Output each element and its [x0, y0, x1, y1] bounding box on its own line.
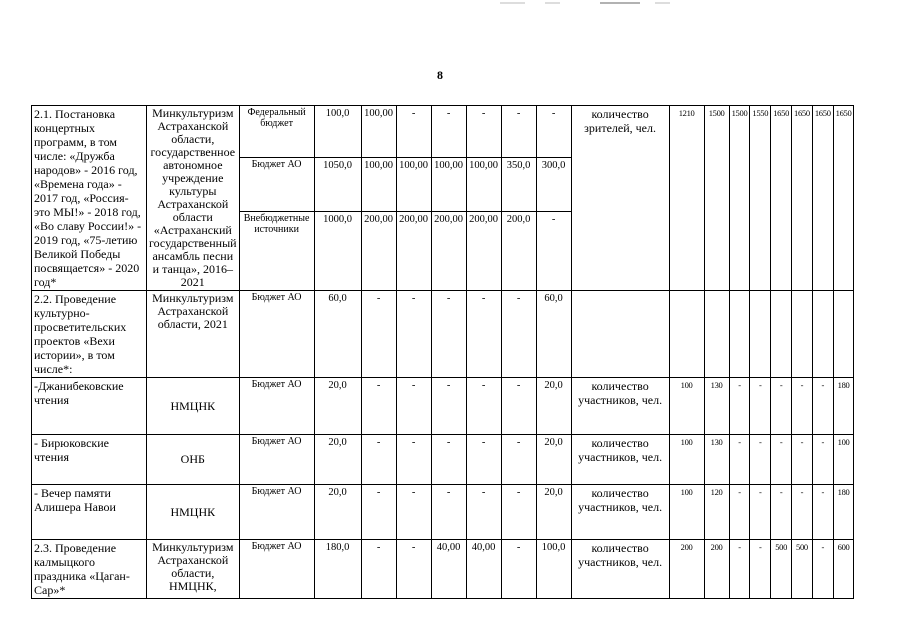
funding-year-cell: - — [466, 435, 501, 485]
funding-year-cell: 100,00 — [361, 106, 396, 158]
funding-year-cell: - — [361, 378, 396, 435]
target-value-cell: 100 — [669, 485, 704, 540]
funding-year-cell: 60,0 — [536, 291, 571, 378]
funding-year-cell: 300,0 — [536, 158, 571, 211]
target-value-cell — [704, 291, 729, 378]
funding-year-cell: 20,0 — [536, 435, 571, 485]
target-value-cell: - — [792, 485, 813, 540]
funding-year-cell: - — [501, 378, 536, 435]
executor-cell: НМЦНК — [147, 378, 240, 435]
target-value-cell: - — [729, 378, 750, 435]
target-value-cell: 1550 — [750, 106, 771, 291]
funding-year-cell: - — [431, 291, 466, 378]
funding-year-cell: - — [431, 485, 466, 540]
page-number: 8 — [437, 68, 443, 82]
funding-year-cell: - — [501, 485, 536, 540]
executor-cell: НМЦНК — [147, 485, 240, 540]
table-row — [32, 106, 854, 158]
target-value-cell: 1500 — [704, 106, 729, 291]
funding-total-cell: 180,0 — [314, 540, 361, 599]
scan-marks — [0, 0, 905, 20]
target-value-cell: 100 — [833, 435, 854, 485]
target-value-cell — [669, 291, 704, 378]
target-value-cell: - — [792, 435, 813, 485]
target-value-cell — [771, 291, 792, 378]
funding-total-cell: 1000,0 — [314, 211, 361, 290]
target-value-cell: - — [812, 435, 833, 485]
funding-total-cell: 60,0 — [314, 291, 361, 378]
activity-cell: 2.3. Проведение калмыцкого праздника «Цаган-Сар»* — [32, 540, 147, 599]
activity-cell: 2.1. Постановка концертных программ, в том числе: «Дружба народов» - 2016 год, «Времена года» - 2017 год, «Россия-это МЫ!» - 2018 год, «Во славу России!» - 2019 год, «75-летию Великой Победы посвящается» - 2020 год* — [32, 106, 147, 291]
funding-source-cell: Федеральный бюджет — [239, 106, 314, 158]
funding-year-cell: 20,0 — [536, 485, 571, 540]
target-value-cell: - — [771, 435, 792, 485]
target-value-cell: - — [812, 540, 833, 599]
funding-year-cell: - — [501, 435, 536, 485]
target-value-cell: 180 — [833, 378, 854, 435]
target-value-cell: - — [750, 540, 771, 599]
funding-year-cell: - — [501, 291, 536, 378]
program-table — [31, 105, 854, 599]
funding-source-cell: Бюджет АО — [239, 485, 314, 540]
table-row — [32, 485, 854, 540]
funding-year-cell: - — [466, 291, 501, 378]
target-value-cell: 500 — [792, 540, 813, 599]
funding-total-cell: 20,0 — [314, 485, 361, 540]
target-value-cell: 180 — [833, 485, 854, 540]
indicator-cell — [571, 291, 669, 378]
indicator-cell: количество участников, чел. — [571, 378, 669, 435]
funding-year-cell: - — [466, 106, 501, 158]
target-value-cell: - — [812, 485, 833, 540]
funding-total-cell: 100,0 — [314, 106, 361, 158]
target-value-cell: 130 — [704, 435, 729, 485]
funding-year-cell: 40,00 — [466, 540, 501, 599]
funding-year-cell: - — [431, 378, 466, 435]
funding-source-cell: Бюджет АО — [239, 435, 314, 485]
table-row — [32, 540, 854, 599]
target-value-cell — [833, 291, 854, 378]
indicator-cell: количество участников, чел. — [571, 435, 669, 485]
target-value-cell: 200 — [704, 540, 729, 599]
indicator-cell: количество участников, чел. — [571, 540, 669, 599]
funding-year-cell: - — [396, 378, 431, 435]
funding-year-cell: 200,00 — [466, 211, 501, 290]
indicator-cell: количество зрителей, чел. — [571, 106, 669, 291]
funding-year-cell: 40,00 — [431, 540, 466, 599]
target-value-cell: 500 — [771, 540, 792, 599]
funding-source-cell: Бюджет АО — [239, 378, 314, 435]
target-value-cell — [792, 291, 813, 378]
target-value-cell: - — [750, 378, 771, 435]
target-value-cell: 1650 — [771, 106, 792, 291]
target-value-cell: 130 — [704, 378, 729, 435]
funding-total-cell: 20,0 — [314, 378, 361, 435]
funding-total-cell: 20,0 — [314, 435, 361, 485]
funding-total-cell: 1050,0 — [314, 158, 361, 211]
funding-year-cell: 20,0 — [536, 378, 571, 435]
target-value-cell: 120 — [704, 485, 729, 540]
funding-year-cell: - — [396, 291, 431, 378]
funding-year-cell: - — [396, 106, 431, 158]
funding-year-cell: 200,00 — [431, 211, 466, 290]
activity-cell: - Бирюковские чтения — [32, 435, 147, 485]
target-value-cell: - — [729, 485, 750, 540]
activity-cell: 2.2. Проведение культурно-просветительских проектов «Вехи истории», в том числе*: — [32, 291, 147, 378]
funding-year-cell: - — [501, 540, 536, 599]
funding-year-cell: 200,00 — [396, 211, 431, 290]
target-value-cell: 100 — [669, 435, 704, 485]
executor-cell: ОНБ — [147, 435, 240, 485]
target-value-cell: 1500 — [729, 106, 750, 291]
funding-year-cell: - — [536, 106, 571, 158]
funding-year-cell: - — [396, 540, 431, 599]
executor-cell: Минкультуризм Астраханской области, НМЦНК, — [147, 540, 240, 599]
funding-year-cell: - — [466, 485, 501, 540]
funding-year-cell: 200,0 — [501, 211, 536, 290]
activity-cell: - Вечер памяти Алишера Навои — [32, 485, 147, 540]
funding-year-cell: 200,00 — [361, 211, 396, 290]
funding-year-cell: - — [396, 435, 431, 485]
target-value-cell: - — [792, 378, 813, 435]
funding-year-cell: - — [361, 485, 396, 540]
funding-source-cell: Бюджет АО — [239, 540, 314, 599]
funding-year-cell: - — [536, 211, 571, 290]
target-value-cell — [812, 291, 833, 378]
funding-year-cell: 350,0 — [501, 158, 536, 211]
target-value-cell: - — [771, 485, 792, 540]
target-value-cell: - — [771, 378, 792, 435]
funding-source-cell: Внебюджетные источники — [239, 211, 314, 290]
target-value-cell: 100 — [669, 378, 704, 435]
target-value-cell: 1650 — [833, 106, 854, 291]
funding-year-cell: 100,00 — [361, 158, 396, 211]
target-value-cell: - — [729, 435, 750, 485]
table-row — [32, 291, 854, 378]
funding-year-cell: - — [361, 291, 396, 378]
target-value-cell: 1650 — [792, 106, 813, 291]
target-value-cell — [729, 291, 750, 378]
executor-cell: Минкультуризм Астраханской области, 2021 — [147, 291, 240, 378]
funding-year-cell: - — [431, 106, 466, 158]
target-value-cell: 1210 — [669, 106, 704, 291]
indicator-cell: количество участников, чел. — [571, 485, 669, 540]
target-value-cell: - — [812, 378, 833, 435]
funding-year-cell: - — [466, 378, 501, 435]
funding-year-cell: - — [501, 106, 536, 158]
table-row — [32, 435, 854, 485]
funding-year-cell: - — [361, 435, 396, 485]
target-value-cell: - — [729, 540, 750, 599]
funding-source-cell: Бюджет АО — [239, 158, 314, 211]
target-value-cell: 600 — [833, 540, 854, 599]
activity-cell: -Джанибековские чтения — [32, 378, 147, 435]
funding-year-cell: 100,00 — [431, 158, 466, 211]
funding-source-cell: Бюджет АО — [239, 291, 314, 378]
target-value-cell — [750, 291, 771, 378]
target-value-cell: - — [750, 485, 771, 540]
funding-year-cell: - — [396, 485, 431, 540]
executor-cell: Минкультуризм Астраханской области, государственное автономное учреждение культуры Астраханской области «Астраханский государственный ансамбль песни и танца», 2016–2021 — [147, 106, 240, 291]
target-value-cell: 1650 — [812, 106, 833, 291]
funding-year-cell: 100,00 — [466, 158, 501, 211]
funding-year-cell: 100,00 — [396, 158, 431, 211]
funding-year-cell: 100,0 — [536, 540, 571, 599]
target-value-cell: - — [750, 435, 771, 485]
target-value-cell: 200 — [669, 540, 704, 599]
funding-year-cell: - — [431, 435, 466, 485]
table-row — [32, 378, 854, 435]
funding-year-cell: - — [361, 540, 396, 599]
